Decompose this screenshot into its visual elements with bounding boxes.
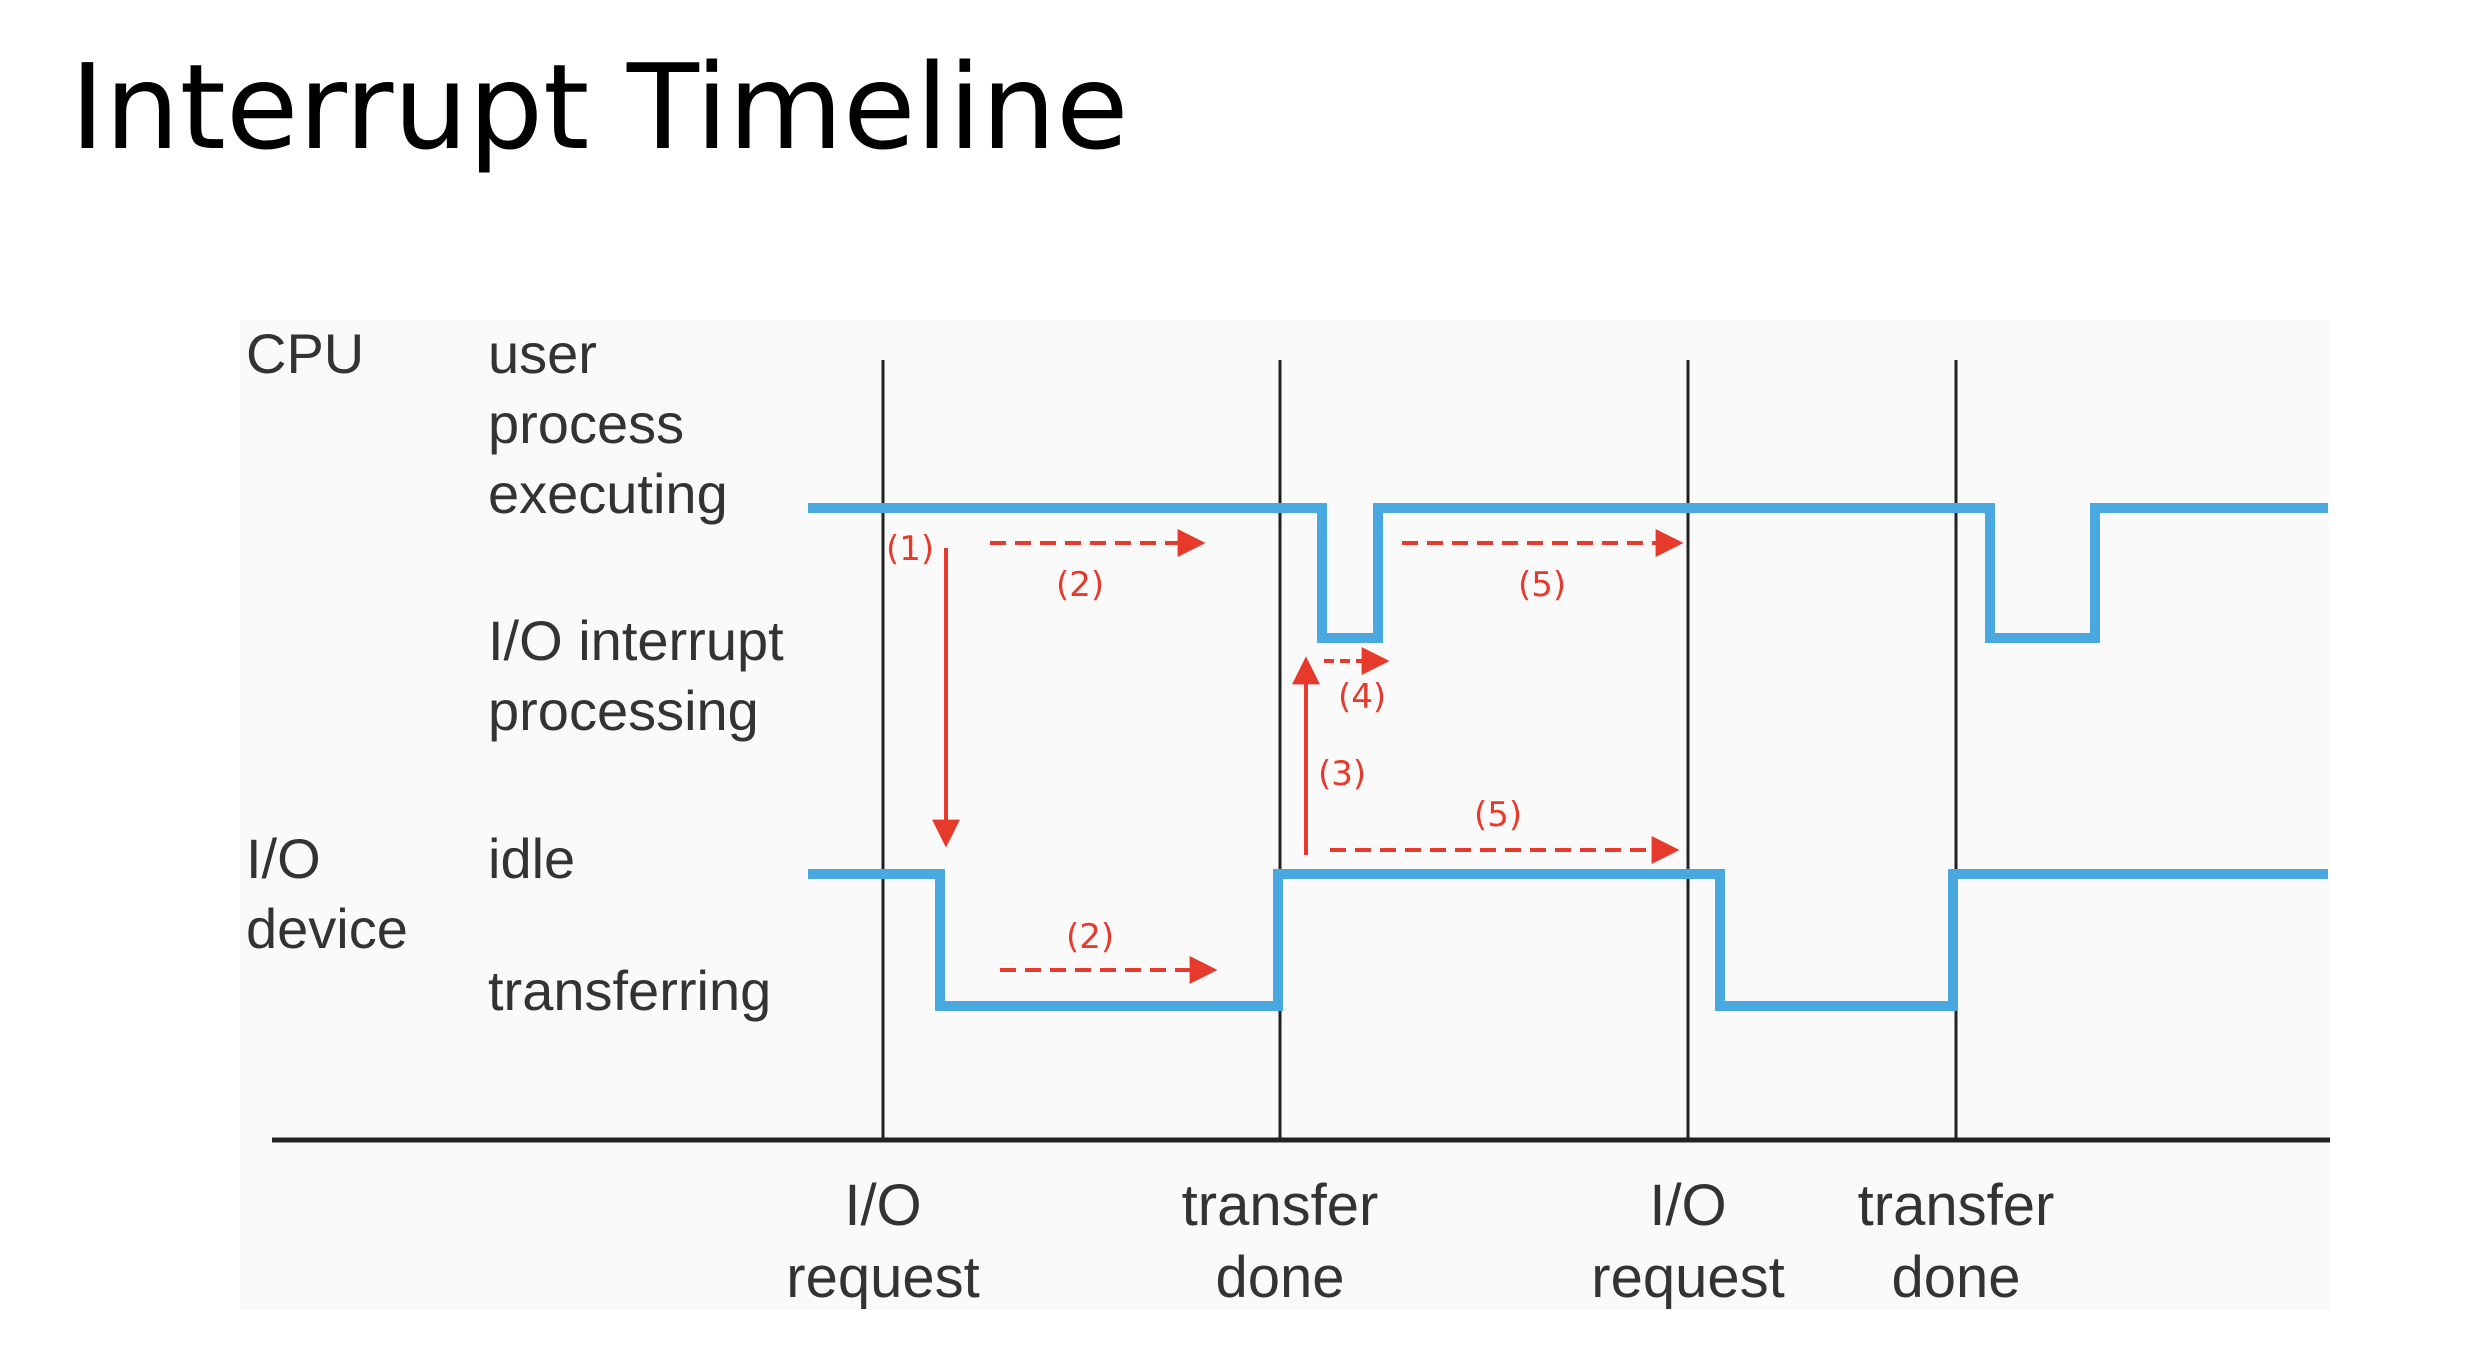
state-user-process-line2: process [488,392,685,455]
step-marker-5-cpu: (5) [1518,565,1567,605]
io-device-label-line2: device [246,897,408,960]
x-tick-io-request-2-line2: request [1591,1245,1785,1310]
state-io-interrupt-line2: processing [488,679,759,742]
step-marker-1: (1) [886,529,935,569]
state-user-process-line3: executing [488,462,728,525]
x-tick-transfer-done-1-line2: done [1215,1245,1345,1310]
state-user-process-line1: user [488,322,597,385]
state-idle: idle [488,827,576,890]
x-tick-io-request-1-line2: request [786,1245,980,1310]
step-marker-5-io: (5) [1474,795,1523,835]
step-marker-2-io: (2) [1066,917,1115,957]
step-marker-3: (3) [1318,754,1367,794]
step-marker-4: (4) [1338,677,1387,717]
state-transferring: transferring [488,959,772,1022]
x-tick-io-request-2-line1: I/O [1649,1173,1727,1238]
x-tick-io-request-1-line1: I/O [844,1173,922,1238]
step-marker-2-cpu: (2) [1056,565,1105,605]
io-device-label-line1: I/O [246,827,321,890]
cpu-label: CPU [246,322,365,385]
page-title: Interrupt Timeline [70,38,1129,176]
x-tick-transfer-done-1-line1: transfer [1181,1173,1379,1238]
x-tick-transfer-done-2-line1: transfer [1857,1173,2055,1238]
x-tick-transfer-done-2-line2: done [1891,1245,2021,1310]
state-io-interrupt-line1: I/O interrupt [488,609,784,672]
